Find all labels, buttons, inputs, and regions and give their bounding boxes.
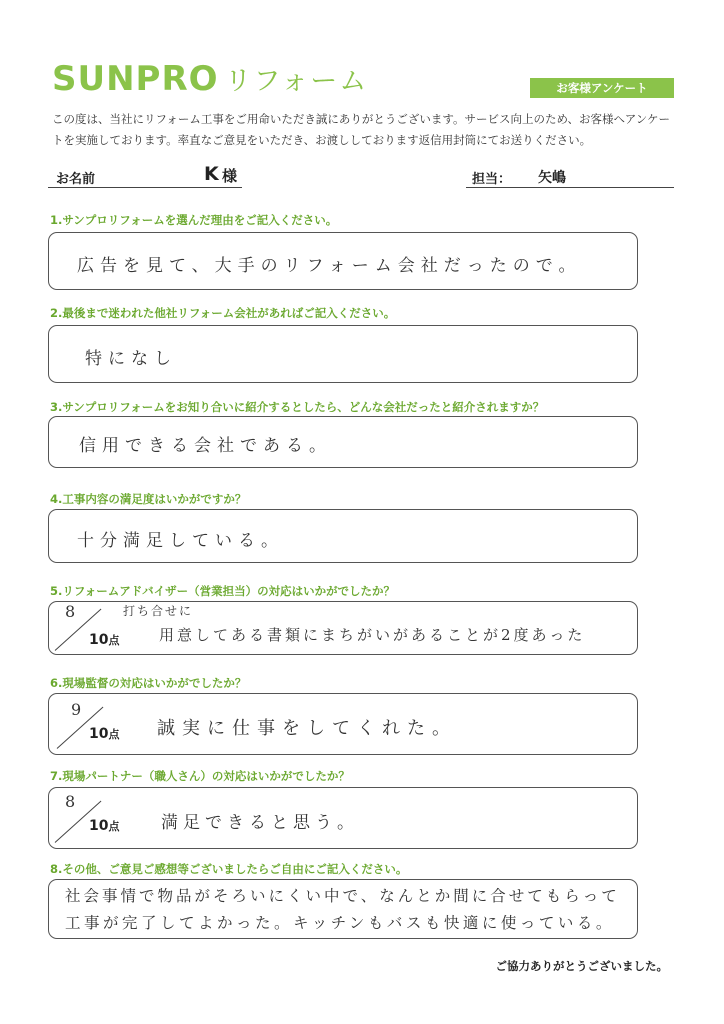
customer-name: K [204,163,219,185]
thanks-text: ご協力ありがとうございました。 [495,959,668,973]
score-7-max-value: 10 [89,818,109,834]
answer-5-text: 用意してある書類にまちがいがあることが2度あった [159,626,586,644]
name-label: お名前 [56,172,96,187]
logo-text: SUNPRO [52,59,219,99]
answer-5-top-text: 打ち合せに [123,604,194,618]
question-1-label: 1.サンプロリフォームを選んだ理由をご記入ください。 [50,213,338,227]
intro-text [52,109,682,151]
score-5-unit: 点 [108,634,120,647]
answer-box-4 [48,509,638,563]
question-4-label: 4.工事内容の満足度はいかがですか？ [50,492,247,506]
logo-suffix: リフォーム [224,66,369,97]
answer-box-2 [48,325,638,383]
answer-box-6 [48,693,638,755]
answer-8-line-2: 工事が完了してよかった。キッチンもバスも快適に使っている。 [65,914,615,932]
staff-label: 担当： [472,172,512,187]
score-6-unit: 点 [108,728,120,741]
answer-box-8 [48,879,638,939]
answer-box-3 [48,416,638,468]
score-5-max-value: 10 [89,632,109,648]
question-3-label: 3.サンプロリフォームをお知り合いに紹介するとしたら、どんな会社だったと紹介されますか？ [50,400,545,414]
score-6-max [89,726,119,742]
answer-box-5 [48,601,638,655]
answer-3-text: 信用できる会社である。 [79,436,332,456]
answer-box-1 [48,232,638,290]
answer-6-text: 誠実に仕事をしてくれた。 [157,718,457,739]
answer-2-text: 特になし [85,349,177,369]
intro-line-2: トを実施しております。率直なご意見をいただき、お渡ししております返信用封筒にてお送りください。 [52,133,592,147]
score-5-max [89,632,119,648]
question-8-label: 8.その他、ご意見ご感想等ございましたらご自由にご記入ください。 [50,862,408,876]
question-2-label: 2.最後まで迷われた他社リフォーム会社があればご記入ください。 [50,306,396,320]
question-7-label: 7.現場パートナー（職人さん）の対応はいかがでしたか？ [50,769,350,783]
intro-line-1: この度は、当社にリフォーム工事をご用命いただき誠にありがとうございます。サービス向上のため、お客様へアンケー [52,112,671,126]
survey-badge: お客様アンケート [530,78,674,98]
score-5-value: 8 [65,602,76,621]
answer-7-text: 満足できると思う。 [161,813,359,833]
score-7-unit: 点 [108,820,120,833]
answer-8-line-1: 社会事情で物品がそろいにくい中で、なんとか間に合せてもらって [65,887,620,905]
company-logo [52,59,369,99]
staff-name: 矢嶋 [538,170,566,186]
score-6-max-value: 10 [89,726,109,742]
answer-1-text: 広告を見て、大手のリフォーム会社だったので。 [77,256,582,276]
question-5-label: 5.リフォームアドバイザー（営業担当）の対応はいかがでしたか？ [50,584,396,598]
answer-box-7 [48,787,638,849]
name-suffix: 様 [222,167,238,185]
answer-4-text: 十分満足している。 [77,531,284,551]
score-7-value: 8 [65,792,76,811]
question-6-label: 6.現場監督の対応はいかがでしたか？ [50,676,247,690]
name-underline [48,187,242,188]
score-6-value: 9 [71,700,82,719]
staff-underline [466,187,674,188]
score-7-max [89,818,119,834]
